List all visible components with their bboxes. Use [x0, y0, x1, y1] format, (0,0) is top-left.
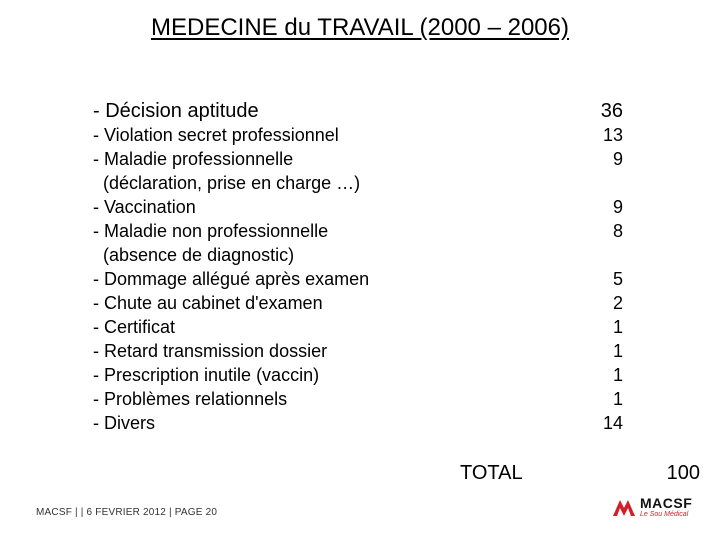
list-item [93, 269, 623, 293]
list-item-label: - Certificat [93, 317, 176, 337]
list-item [93, 197, 623, 221]
list-item [93, 100, 623, 124]
logo-brand: MACSF [640, 495, 693, 511]
list-item [93, 413, 623, 437]
list-item [93, 149, 623, 173]
list-item-label: (déclaration, prise en charge …) [103, 173, 361, 193]
list-item [93, 389, 623, 413]
list-item-note [103, 173, 633, 197]
footer-text: MACSF | | 6 FEVRIER 2012 | PAGE 20 [36, 507, 218, 518]
list-item [93, 125, 623, 149]
list-item-value: 1 [612, 341, 623, 361]
list-item-value: 13 [602, 125, 623, 145]
list-item-value: 8 [612, 221, 623, 241]
list-item [93, 293, 623, 317]
list-item-value: 1 [612, 317, 623, 337]
list-item-label: (absence de diagnostic) [103, 245, 295, 265]
total-label: TOTAL [460, 462, 523, 484]
list-item-value: 1 [612, 389, 623, 409]
list-item-value: 2 [612, 293, 623, 313]
list-item [93, 221, 623, 245]
list-item-label: - Retard transmission dossier [93, 341, 328, 361]
list-item-label: - Dommage allégué après examen [93, 269, 370, 289]
list-item-label: - Violation secret professionnel [93, 125, 339, 145]
list-item-label: - Chute au cabinet d'examen [93, 293, 323, 313]
list-item-label: - Décision aptitude [93, 100, 259, 122]
list-item-value: 9 [612, 149, 623, 169]
list-item [93, 341, 623, 365]
list-item [93, 365, 623, 389]
list-item-label: - Divers [93, 413, 155, 433]
total-value: 100 [666, 462, 700, 484]
list-item-label: - Prescription inutile (vaccin) [93, 365, 320, 385]
list-item-label: - Maladie non professionnelle [93, 221, 329, 241]
list-item-value: 36 [600, 100, 623, 122]
macsf-logo [610, 493, 700, 523]
page-title: MEDECINE du TRAVAIL (2000 – 2006) [151, 14, 569, 41]
list-item [93, 317, 623, 341]
list-item-label: - Vaccination [93, 197, 196, 217]
list-item-value: 5 [612, 269, 623, 289]
logo-mark-icon [610, 494, 638, 522]
list-item-label: - Problèmes relationnels [93, 389, 288, 409]
list-item-value: 14 [602, 413, 623, 433]
list-item-value: 9 [612, 197, 623, 217]
list-item-value: 1 [612, 365, 623, 385]
list-item-label: - Maladie professionnelle [93, 149, 294, 169]
logo-tagline: Le Sou Médical [640, 511, 689, 518]
list-item-note [103, 245, 633, 269]
